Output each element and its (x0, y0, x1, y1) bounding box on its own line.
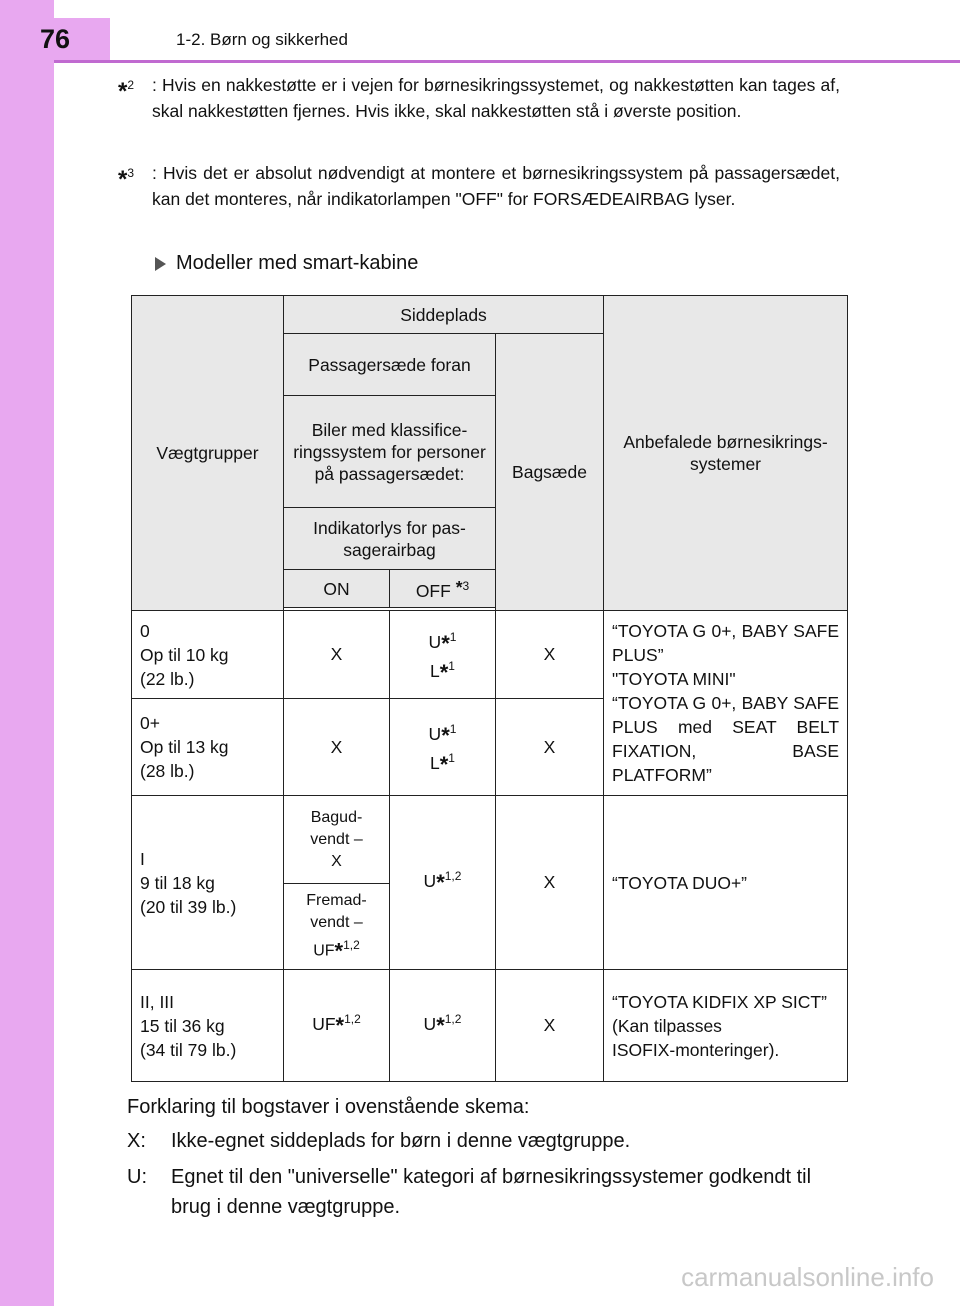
triangle-bullet-icon (155, 257, 166, 271)
subheading: Modeller med smart-kabine (155, 252, 418, 275)
header-front-passenger: Passagersæde foran (284, 334, 496, 396)
section-title: 1-2. Børn og sikkerhed (176, 30, 348, 49)
cell-rear: X (496, 699, 604, 796)
footnote-2: *$^2$ : Hvis en nakkestøtte er i vejen for børnesikringssystemet, og nakkestøtten kan tages af, skal nakkestøtten fjernes. Hvis ikke, skal nakkestøtten stå i øverste position. (118, 72, 840, 124)
page-number: 76 (0, 18, 110, 60)
header-seat-position: Siddeplads (284, 296, 604, 334)
cell-on-forward-facing: Fremad- vendt – UF*$^{1,2}$ (284, 884, 390, 970)
cell-off: U*$^{1,2}$ (390, 796, 496, 970)
weight-group-ii-iii: II, III 15 til 36 kg (34 til 79 lb.) (132, 970, 284, 1082)
cell-rear: X (496, 970, 604, 1082)
watermark: carmanualsonline.info (681, 1262, 934, 1292)
header-on: ON (284, 570, 390, 608)
cell-off: U*$^1$ L*$^1$ (390, 699, 496, 796)
cell-on-rear-facing: Bagud- vendt – X (284, 796, 390, 884)
cell-off: U*$^1$ L*$^1$ (390, 611, 496, 699)
legend-item-u: U: Egnet til den "universelle" kategori af børnesikringssystemer godkendt til brug i denne vægtgruppe. (127, 1166, 812, 1218)
recommended-systems-0: “TOYOTA G 0+, BABY SAFE PLUS” "TOYOTA MINI" “TOYOTA G 0+, BABY SAFE PLUS med SEAT BELT FIXATION, BASE PLATFORM” (604, 611, 848, 796)
header-classification: Biler med klassifice-ringssystem for personer på passagersædet: (284, 396, 496, 508)
cell-on: X (284, 611, 390, 699)
cell-rear: X (496, 611, 604, 699)
header-recommended-systems: Anbefalede børnesikrings-systemer (604, 296, 848, 611)
footnote-text: : Hvis en nakkestøtte er i vejen for børnesikringssystemet, og nakkestøtten kan tages af, skal nakkestøtten fjernes. Hvis ikke, skal nakkestøtten stå i øverste position. (152, 75, 840, 121)
weight-group-i: I 9 til 18 kg (20 til 39 lb.) (132, 796, 284, 970)
cell-on: UF*$^{1,2}$ (284, 970, 390, 1082)
legend-intro: Forklaring til bogstaver i ovenstående skema: (127, 1096, 530, 1118)
header-airbag-indicator: Indikatorlys for pas-sagerairbag (284, 508, 496, 570)
cell-off: U*$^{1,2}$ (390, 970, 496, 1082)
cell-on: X (284, 699, 390, 796)
recommended-systems-ii-iii: “TOYOTA KIDFIX XP SICT” (Kan tilpasses ISOFIX-monteringer). (604, 970, 848, 1082)
header-weight-groups: Vægtgrupper (132, 296, 284, 611)
footnote-text: : Hvis det er absolut nødvendigt at montere et børnesikringssystem på passagersædet, kan det monteres, når indikatorlampen "OFF" for FORSÆDEAIRBAG lyser. (152, 163, 840, 209)
recommended-systems-i: “TOYOTA DUO+” (604, 796, 848, 970)
header-rear-seat: Bagsæde (496, 334, 604, 611)
footnote-3: *$^3$ : Hvis det er absolut nødvendigt at montere et børnesikringssystem på passagersædet, kan det monteres, når indikatorlampen "OFF" for FORSÆDEAIRBAG lyser. (118, 160, 840, 212)
header-rule (54, 60, 960, 63)
header-off: OFF *$^3$ (390, 570, 496, 608)
cell-rear: X (496, 796, 604, 970)
legend-item-x: X: Ikke-egnet siddeplads for børn i denne vægtgruppe. (127, 1130, 631, 1152)
page-sidebar-stripe (0, 0, 54, 1306)
child-seat-table (131, 295, 848, 1082)
weight-group-0: 0 Op til 10 kg (22 lb.) (132, 611, 284, 699)
weight-group-0-plus: 0+ Op til 13 kg (28 lb.) (132, 699, 284, 796)
